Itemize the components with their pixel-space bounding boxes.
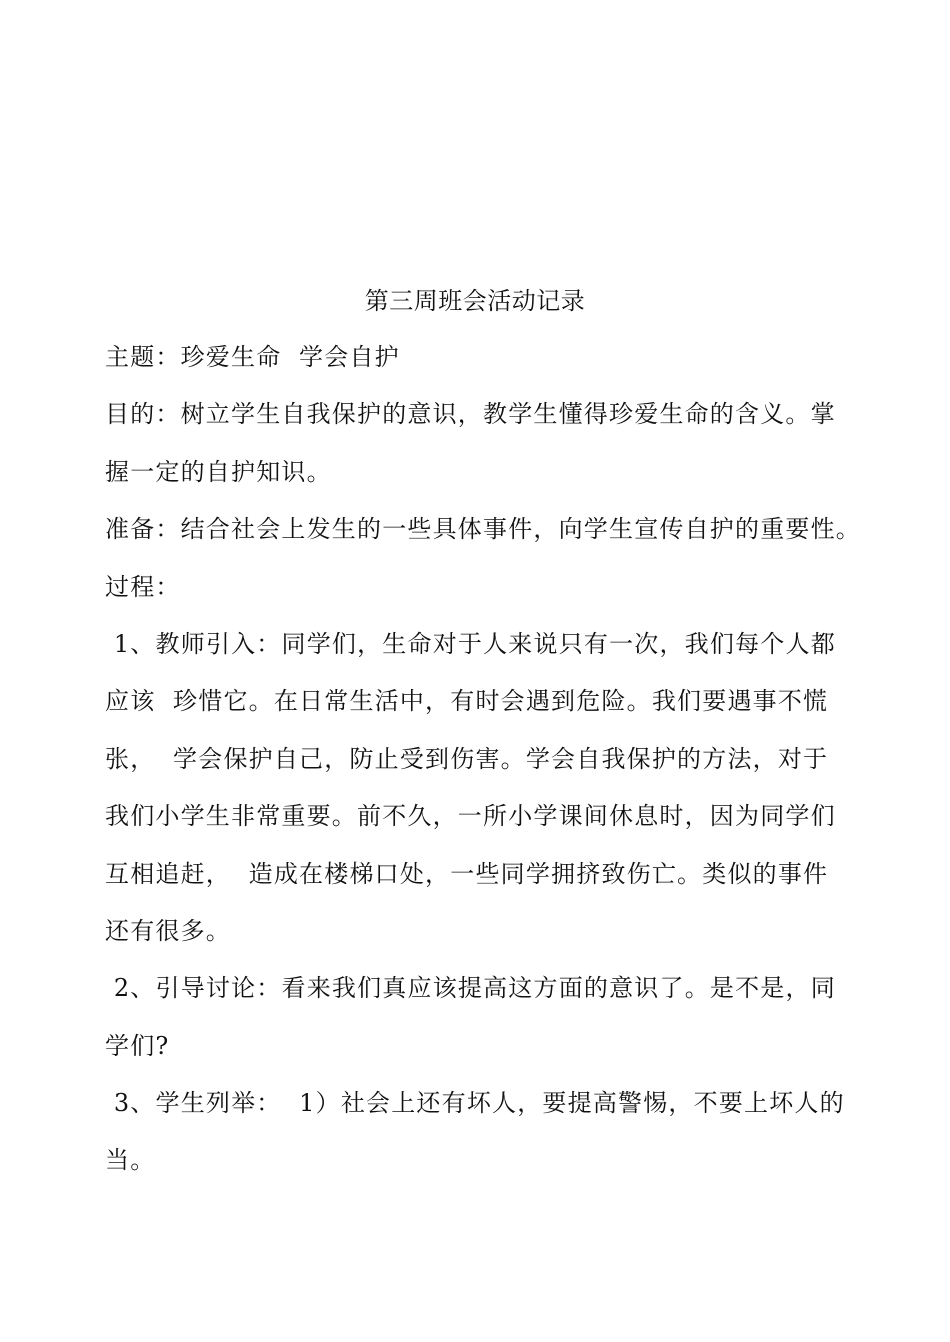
text-line-step1-6: 还有很多。 — [105, 916, 231, 945]
text-line-step1-5: 互相追赶， 造成在楼梯口处，一些同学拥挤致伤亡。类似的事件 — [105, 859, 829, 888]
document-title: 第三周班会活动记录 — [364, 287, 586, 315]
text-line-step3-1: 3、学生列举： 1）社会上还有坏人，要提高警惕，不要上坏人的 — [105, 1089, 845, 1118]
text-line-process-heading: 过程： — [105, 572, 181, 601]
text-line-step1-4: 我们小学生非常重要。前不久，一所小学课间休息时，因为同学们 — [105, 802, 836, 831]
text-line-purpose-1: 目的：树立学生自我保护的意识，教学生懂得珍爱生命的含义。掌 — [105, 400, 836, 429]
text-line-theme: 主题：珍爱生命 学会自护 — [105, 343, 400, 371]
text-line-step3-2: 当。 — [105, 1146, 156, 1175]
text-line-purpose-2: 握一定的自护知识。 — [105, 457, 332, 486]
text-line-step2-1: 2、引导讨论：看来我们真应该提高这方面的意识了。是不是，同 — [105, 974, 836, 1003]
text-line-step2-2: 学们? — [105, 1031, 170, 1060]
text-line-step1-2: 应该 珍惜它。在日常生活中，有时会遇到危险。我们要遇事不慌 — [105, 687, 829, 716]
text-line-step1-1: 1、教师引入：同学们，生命对于人来说只有一次，我们每个人都 — [105, 629, 836, 658]
text-line-step1-3: 张， 学会保护自己，防止受到伤害。学会自我保护的方法，对于 — [105, 744, 829, 773]
text-line-preparation: 准备：结合社会上发生的一些具体事件，向学生宣传自护的重要性。 — [105, 515, 861, 544]
document-body — [105, 329, 861, 1190]
